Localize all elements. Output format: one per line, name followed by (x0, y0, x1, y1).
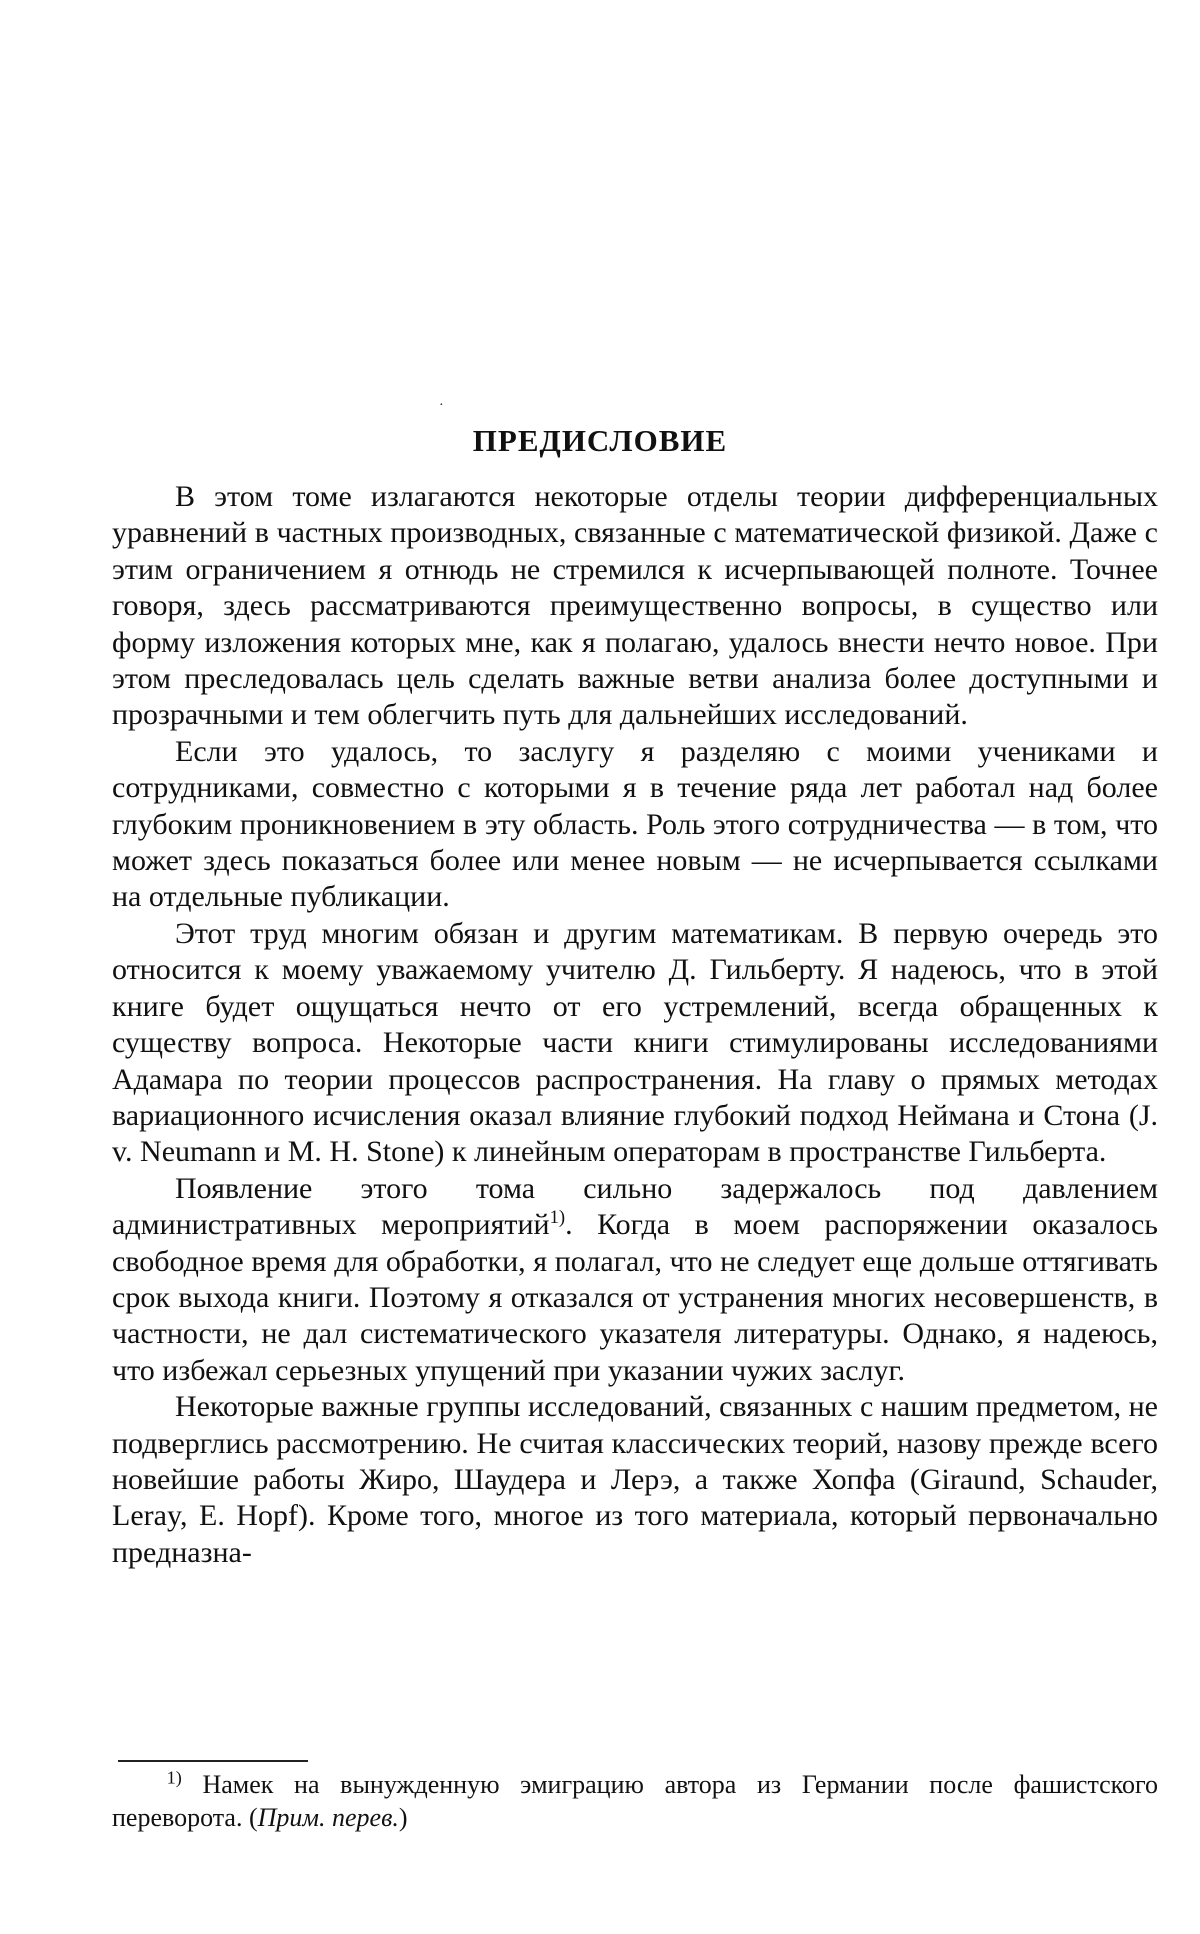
page-title: ПРЕДИСЛОВИЕ (472, 422, 728, 458)
paragraph-1: В этом томе излагаются некоторые отделы теории дифференциальных уравнений в частных производных, связанные с математической физикой. Даже с этим ограничением я отнюдь не стремился к исчерпывающей полноте. Точнее говоря, здесь рассматриваются преимущественно вопросы, в существо или форму изложения которых мне, как я полагаю, удалось внести нечто новое. При этом преследовалась цель сделать важные ветви анализа более доступными и прозрачными и тем облегчить путь для дальнейших исследований. (112, 480, 1158, 732)
paragraph-4 (112, 1171, 1158, 1389)
print-speck: · (439, 398, 444, 413)
footnote (112, 1768, 1158, 1834)
footnote-close: ) (398, 1803, 408, 1832)
footnote-number: 1) (166, 1767, 182, 1788)
footnote-text: Намек на вынужденную эмиграцию автора из Германии после фашистского переворота. ( (112, 1770, 1158, 1832)
preface-body (112, 479, 1158, 1571)
paragraph-4-text-after: . Когда в моем распоряжении оказалось свободное время для обработки, я полагал, что не следует еще дольше оттягивать срок выхода книги. Поэтому я отказался от устранения многих несовершенств, в частности, не дал систематического указателя литературы. Однако, я надеюсь, что избежал серьезных упущений при указании чужих заслуг. (112, 1208, 1158, 1387)
paragraph-2: Если это удалось, то заслугу я разделяю с моими учениками и сотрудниками, совместно с которыми я в течение ряда лет работал над более глубоким проникновением в эту область. Роль этого сотрудничества — в том, что может здесь показаться более или менее новым — не исчерпывается ссылками на отдельные публикации. (112, 734, 1158, 914)
paragraph-4-text: Появление этого тома сильно задержалось под давлением административных мероприятий (112, 1171, 1158, 1242)
footnote-reference: 1) (549, 1207, 566, 1229)
footnote-divider (118, 1760, 308, 1762)
paragraph-5: Некоторые важные группы исследований, связанных с нашим предметом, не подверглись рассмотрению. Не считая классических теорий, назову прежде всего новейшие работы Жиро, Шаудера и Лерэ, а также Хопфа (Giraund, Schauder, Leray, E. Hopf). Кроме того, многое из того материала, который первоначально предназна- (112, 1390, 1158, 1569)
paragraph-3: Этот труд многим обязан и другим математикам. В первую очередь это относится к моему уважаемому учителю Д. Гильберту. Я надеюсь, что в этой книге будет ощущаться нечто от его устремлений, всегда обращенных к существу вопроса. Некоторые части книги стимулированы исследованиями Адамара по теории процессов распространения. На главу о прямых методах вариационного исчисления оказал влияние глубокий подход Неймана и Стона (J. v. Neumann и M. H. Stone) к линейным операторам в пространстве Гильберта. (112, 916, 1158, 1169)
footnote-translator-note: Прим. перев. (257, 1803, 399, 1832)
